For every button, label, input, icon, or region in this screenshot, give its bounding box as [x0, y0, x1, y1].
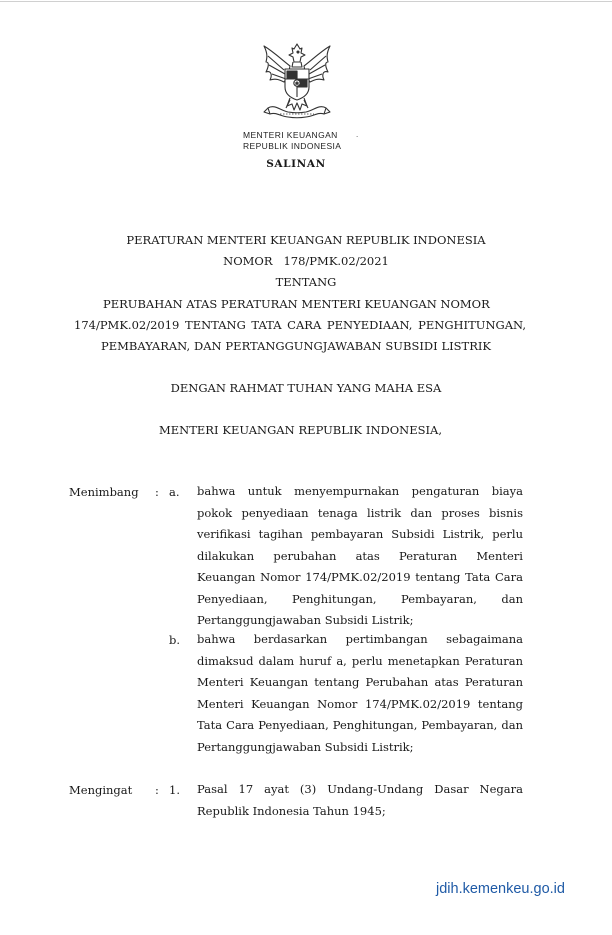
menimbang-item-b — [197, 629, 523, 758]
copy-mark: SALINAN — [266, 158, 326, 170]
menimbang-marker-a: a. — [169, 485, 180, 499]
paragraph-line: Menteri Keuangan Nomor 174/PMK.02/2019 tentang — [197, 696, 523, 711]
paragraph-line: Penyediaan, Penghitungan, Pembayaran, dan — [197, 591, 523, 606]
regulation-title: PERATURAN MENTERI KEUANGAN REPUBLIK INDONESIA — [126, 233, 486, 247]
paragraph-line: Pasal 17 ayat (3) Undang-Undang Dasar Negara — [197, 782, 523, 796]
scan-speck: · — [356, 133, 359, 141]
mengingat-marker-1: 1. — [169, 783, 180, 797]
ministry-name: MENTERI KEUANGAN — [243, 130, 338, 140]
paragraph-line: dimaksud dalam huruf a, perlu menetapkan Peraturan — [197, 653, 523, 668]
menimbang-item-a — [197, 481, 523, 632]
scan-edge-line — [0, 1, 612, 2]
regulation-number — [0, 254, 612, 268]
menimbang-colon: : — [155, 485, 159, 499]
source-link[interactable]: jdih.kemenkeu.go.id — [436, 881, 565, 897]
paragraph-line: dilakukan perubahan atas Peraturan Menteri — [197, 548, 523, 563]
paragraph-line: pokok penyediaan tenaga listrik dan proses bisnis — [197, 505, 523, 520]
paragraph-line: bahwa untuk menyempurnakan pengaturan biaya — [197, 484, 523, 498]
regulation-number-text: NOMOR 178/PMK.02/2021 — [223, 254, 389, 268]
paragraph-line: Pertanggungjawaban Subsidi Listrik; — [197, 613, 414, 627]
garuda-emblem-icon — [254, 40, 340, 126]
subject-line-1: PERUBAHAN ATAS PERATURAN MENTERI KEUANGAN NOMOR — [103, 297, 490, 311]
paragraph-line: Republik Indonesia Tahun 1945; — [197, 803, 386, 818]
subject-line-3: PEMBAYARAN, DAN PERTANGGUNGJAWABAN SUBSIDI LISTRIK — [101, 339, 491, 353]
subject-line-2: 174/PMK.02/2019 TENTANG TATA CARA PENYEDIAAN, PENGHITUNGAN, — [74, 318, 526, 332]
authority-line: MENTERI KEUANGAN REPUBLIK INDONESIA, — [159, 423, 442, 437]
menimbang-marker-b: b. — [169, 633, 181, 647]
republic-name: REPUBLIK INDONESIA — [243, 141, 342, 151]
paragraph-line: Keuangan Nomor 174/PMK.02/2019 tentang Tata Cara — [197, 570, 523, 584]
paragraph-line: bahwa berdasarkan pertimbangan sebagaimana — [197, 632, 523, 646]
mengingat-item-1 — [197, 779, 523, 822]
paragraph-line: verifikasi tagihan pembayaran Subsidi Listrik, perlu — [197, 527, 523, 541]
tentang-heading: TENTANG — [275, 275, 337, 289]
paragraph-line: Pertanggungjawaban Subsidi Listrik; — [197, 739, 414, 754]
paragraph-line: Menteri Keuangan tentang Perubahan atas Peraturan — [197, 675, 523, 689]
menimbang-label: Menimbang — [69, 485, 139, 499]
paragraph-line: Tata Cara Penyediaan, Penghitungan, Pembayaran, dan — [197, 718, 523, 732]
blessing-line: DENGAN RAHMAT TUHAN YANG MAHA ESA — [170, 381, 442, 395]
ministry-heading — [243, 130, 341, 152]
mengingat-colon: : — [155, 783, 159, 797]
mengingat-label: Mengingat — [69, 783, 133, 797]
